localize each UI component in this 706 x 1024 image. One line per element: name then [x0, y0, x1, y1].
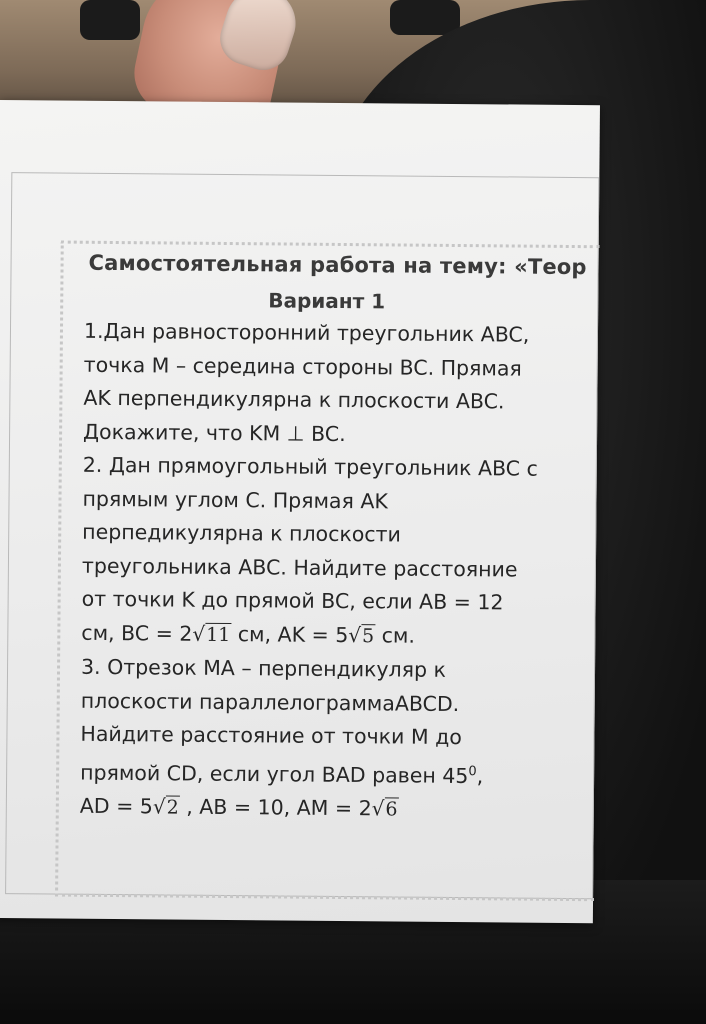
worksheet-text	[74, 251, 599, 829]
text-fragment: AD = 5	[79, 793, 154, 819]
radical-sign: √	[192, 621, 206, 646]
text-line: 2. Дан прямоугольный треугольник ABC с	[82, 452, 538, 481]
text-line: треугольника ABC. Найдите расстояние	[81, 553, 518, 582]
worksheet-title: Самостоятельная работа на тему: «Теор	[88, 250, 587, 280]
text-fragment: прямой CD, если угол BAD равен 45	[80, 760, 469, 788]
text-line: Докажите, что KM ⊥ BC.	[83, 419, 346, 446]
text-line: AK перпендикулярна к плоскости ABC.	[83, 385, 505, 414]
square-root	[348, 619, 375, 654]
square-root	[153, 790, 180, 825]
text-fragment: см, AK = 5	[231, 621, 349, 647]
text-line: 3. Отрезок MA – перпендикуляр к	[80, 654, 447, 682]
background-object	[390, 0, 460, 35]
radicand: 2	[166, 796, 179, 819]
radical-sign: √	[371, 796, 385, 821]
radical-sign: √	[348, 622, 362, 647]
square-root	[372, 792, 399, 827]
square-root	[192, 617, 231, 652]
text-line-radicals	[80, 790, 594, 829]
degree-mark: 0	[468, 763, 477, 779]
text-line: плоскости параллелограммаABCD.	[80, 688, 460, 716]
text-line: Найдите расстояние от точки M до	[80, 721, 462, 750]
radicand: 11	[206, 623, 231, 646]
text-line: от точки K до прямой BC, если AB = 12	[81, 586, 504, 615]
radical-sign: √	[152, 794, 166, 819]
background-object	[80, 0, 140, 40]
radicand: 6	[385, 798, 398, 821]
text-fragment: см.	[375, 622, 416, 648]
text-fragment: ,	[476, 763, 484, 788]
variant-label: Вариант 1	[268, 288, 386, 314]
radicand: 5	[361, 624, 375, 647]
problem-lines	[74, 315, 598, 829]
text-line: перпедикулярна к плоскости	[82, 519, 402, 547]
text-fragment: , AB = 10, AM = 2	[179, 794, 372, 821]
text-line: 1.Дан равносторонний треугольник ABC,	[83, 318, 530, 347]
text-line-degree	[80, 751, 594, 794]
text-fragment: см, BC = 2	[81, 620, 193, 646]
text-line: точка M – середина стороны BC. Прямая	[83, 352, 522, 381]
paper-sheet	[0, 100, 600, 923]
text-line-radicals	[81, 616, 595, 655]
text-line: прямым углом C. Прямая AK	[82, 486, 388, 513]
